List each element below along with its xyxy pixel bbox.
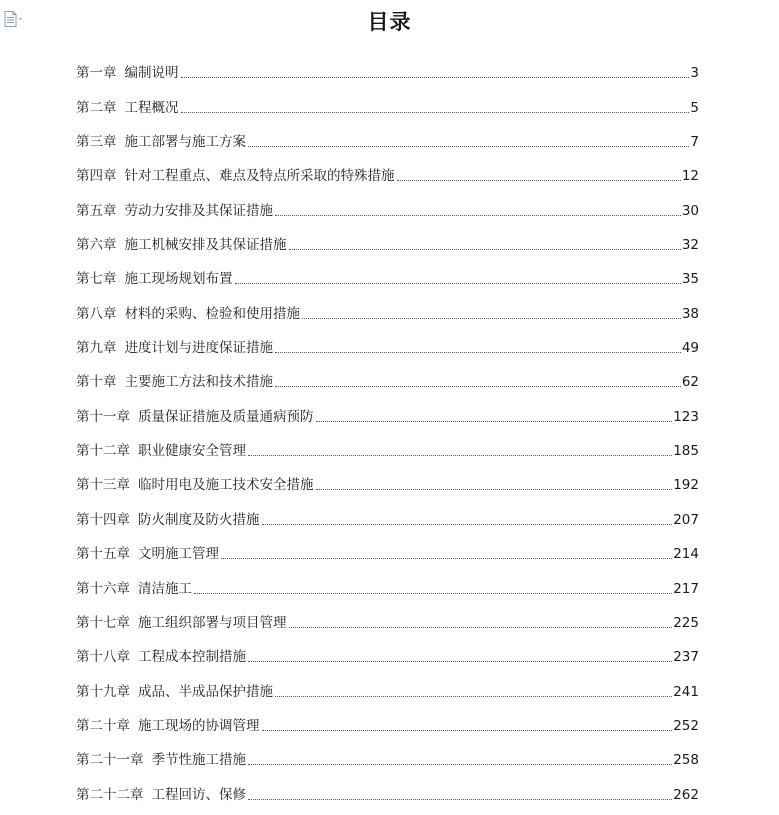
toc-chapter-title: 施工部署与施工方案	[124, 134, 246, 151]
toc-entry[interactable]	[76, 255, 699, 289]
toc-dot-leader	[275, 696, 672, 697]
toc-dot-leader	[248, 455, 672, 456]
toc-chapter-title: 主要施工方法和技术措施	[124, 374, 273, 391]
toc-chapter-number: 第六章	[76, 237, 117, 254]
toc-chapter-number: 第十一章	[76, 408, 130, 425]
toc-chapter-number: 第二章	[76, 99, 117, 116]
toc-chapter-number: 第十八章	[76, 649, 130, 666]
toc-page-number: 49	[681, 340, 699, 357]
toc-dot-leader	[275, 352, 681, 353]
toc-dot-leader	[248, 764, 672, 765]
toc-entry[interactable]	[76, 186, 699, 220]
toc-chapter-title: 清洁施工	[138, 580, 192, 597]
toc-dot-leader	[235, 283, 681, 284]
toc-chapter-number: 第一章	[76, 65, 117, 82]
toc-page-number: 38	[681, 305, 699, 322]
toc-page-number: 30	[681, 202, 699, 219]
toc-dot-leader	[289, 249, 681, 250]
toc-chapter-title: 防火制度及防火措施	[138, 511, 260, 528]
toc-chapter-number: 第三章	[76, 134, 117, 151]
toc-dot-leader	[248, 146, 689, 147]
toc-entry[interactable]	[76, 289, 699, 323]
toc-dot-leader	[302, 318, 681, 319]
toc-entry[interactable]	[76, 358, 699, 392]
toc-chapter-number: 第十五章	[76, 546, 130, 563]
toc-entry[interactable]	[76, 221, 699, 255]
toc-dot-leader	[262, 524, 673, 525]
toc-chapter-title: 文明施工管理	[138, 546, 219, 563]
toc-dot-leader	[248, 661, 672, 662]
toc-page-number: 5	[690, 99, 699, 116]
toc-entry[interactable]	[76, 49, 699, 83]
toc-page-number: 207	[673, 511, 699, 528]
toc-page-number: 35	[681, 271, 699, 288]
toc-entry[interactable]	[76, 736, 699, 770]
toc-dot-leader	[221, 558, 672, 559]
toc-chapter-number: 第二十二章	[76, 786, 144, 803]
toc-chapter-number: 第十章	[76, 374, 117, 391]
toc-page-number: 262	[673, 786, 699, 803]
toc-page-number: 185	[673, 443, 699, 460]
toc-entry[interactable]	[76, 564, 699, 598]
toc-entry[interactable]	[76, 530, 699, 564]
page-title: 目录	[367, 9, 412, 34]
toc-chapter-number: 第七章	[76, 271, 117, 288]
toc-dot-leader	[289, 627, 673, 628]
toc-chapter-number: 第十九章	[76, 683, 130, 700]
toc-chapter-title: 施工现场规划布置	[124, 271, 233, 288]
toc-chapter-title: 季节性施工措施	[151, 752, 246, 769]
toc-chapter-title: 成品、半成品保护措施	[138, 683, 273, 700]
toc-chapter-number: 第五章	[76, 202, 117, 219]
toc-dot-leader	[316, 489, 673, 490]
toc-page-number: 258	[673, 752, 699, 769]
toc-chapter-title: 质量保证措施及质量通病预防	[138, 408, 314, 425]
toc-page-number: 214	[673, 546, 699, 563]
toc-chapter-title: 工程成本控制措施	[138, 649, 246, 666]
toc-dot-leader	[181, 77, 690, 78]
toc-entry[interactable]	[76, 667, 699, 701]
toc-dot-leader	[262, 730, 673, 731]
toc-chapter-number: 第二十章	[76, 717, 130, 734]
toc-chapter-title: 工程回访、保修	[151, 786, 246, 803]
toc-page-number: 241	[673, 683, 699, 700]
toc-chapter-title: 工程概况	[124, 99, 179, 116]
toc-chapter-number: 第四章	[76, 168, 117, 185]
toc-entry[interactable]	[76, 83, 699, 117]
toc-dot-leader	[397, 180, 681, 181]
toc-chapter-number: 第九章	[76, 340, 117, 357]
table-of-contents	[76, 49, 699, 805]
toc-page-number: 217	[673, 580, 699, 597]
toc-entry[interactable]	[76, 152, 699, 186]
toc-chapter-title: 施工现场的协调管理	[138, 717, 260, 734]
toc-chapter-number: 第八章	[76, 305, 117, 322]
toc-chapter-title: 材料的采购、检验和使用措施	[124, 305, 300, 322]
toc-entry[interactable]	[76, 427, 699, 461]
toc-page-number: 32	[681, 237, 699, 254]
toc-dot-leader	[248, 799, 672, 800]
toc-chapter-number: 第十二章	[76, 443, 130, 460]
toc-page-number: 12	[681, 168, 699, 185]
toc-chapter-title: 编制说明	[124, 65, 179, 82]
toc-page-number: 3	[690, 65, 699, 82]
toc-entry[interactable]	[76, 461, 699, 495]
toc-page-number: 225	[673, 614, 699, 631]
toc-chapter-title: 针对工程重点、难点及特点所采取的特殊措施	[124, 168, 395, 185]
toc-chapter-title: 职业健康安全管理	[138, 443, 246, 460]
toc-chapter-title: 施工机械安排及其保证措施	[124, 237, 287, 254]
toc-page-number: 192	[673, 477, 699, 494]
toc-entry[interactable]	[76, 633, 699, 667]
toc-chapter-number: 第十六章	[76, 580, 130, 597]
toc-chapter-number: 第十三章	[76, 477, 130, 494]
toc-chapter-title: 施工组织部署与项目管理	[138, 614, 287, 631]
toc-chapter-title: 劳动力安排及其保证措施	[124, 202, 273, 219]
toc-page-number: 62	[681, 374, 699, 391]
toc-page-number: 252	[673, 717, 699, 734]
toc-page-number: 123	[673, 408, 699, 425]
toc-chapter-title: 进度计划与进度保证措施	[124, 340, 273, 357]
toc-page-number: 7	[690, 134, 699, 151]
toc-dot-leader	[181, 112, 690, 113]
toc-entry[interactable]	[76, 118, 699, 152]
toc-entry[interactable]	[76, 599, 699, 633]
toc-chapter-number: 第十四章	[76, 511, 130, 528]
toc-entry[interactable]	[76, 770, 699, 804]
toc-dot-leader	[316, 421, 673, 422]
toc-dot-leader	[275, 386, 681, 387]
toc-dot-leader	[275, 215, 681, 216]
toc-chapter-number: 第十七章	[76, 614, 130, 631]
toc-chapter-number: 第二十一章	[76, 752, 144, 769]
toc-page-number: 237	[673, 649, 699, 666]
toc-entry[interactable]	[76, 324, 699, 358]
toc-chapter-title: 临时用电及施工技术安全措施	[138, 477, 314, 494]
toc-dot-leader	[194, 593, 672, 594]
toc-entry[interactable]	[76, 495, 699, 529]
toc-entry[interactable]	[76, 392, 699, 426]
toc-entry[interactable]	[76, 702, 699, 736]
